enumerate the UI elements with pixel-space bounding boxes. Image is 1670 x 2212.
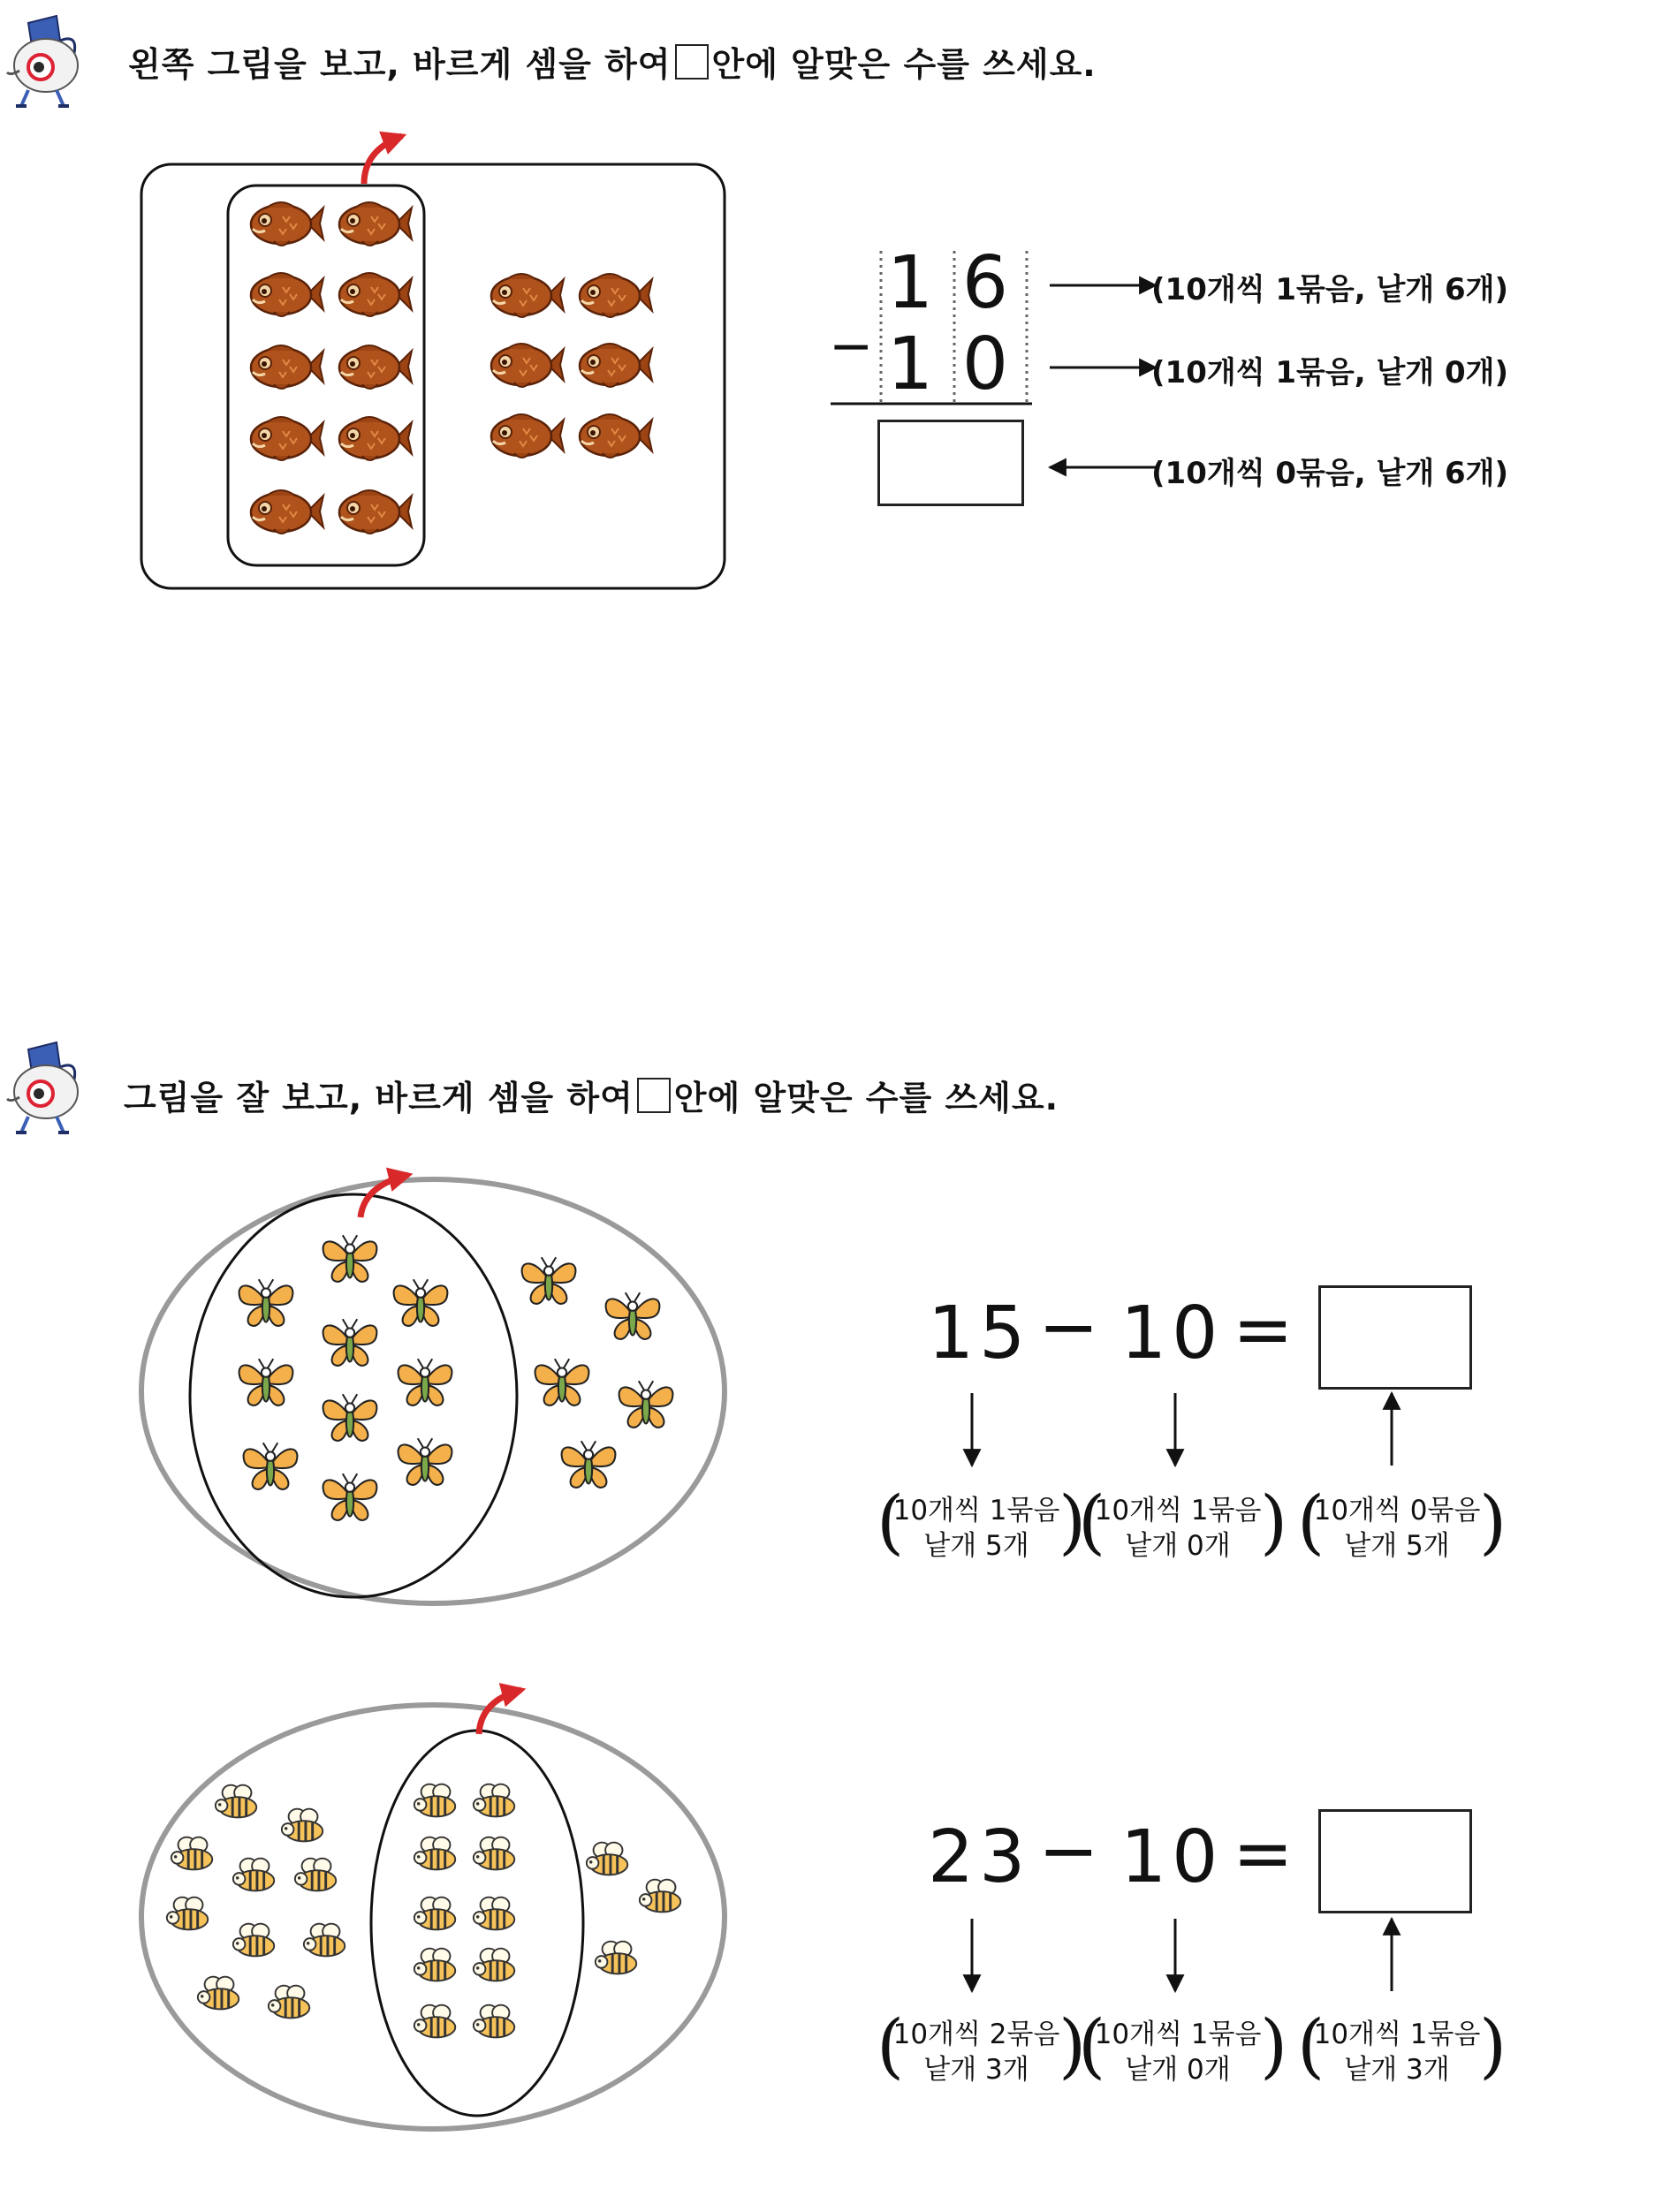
- bee-icon: [474, 1784, 514, 1817]
- fish-icon: [491, 344, 564, 387]
- minuend-ones-digit: 6: [961, 241, 1009, 325]
- subtrahend-tens-digit: 1: [886, 322, 934, 406]
- equation-a-operator: −: [1038, 1285, 1104, 1369]
- butterfly-icon: [562, 1441, 616, 1488]
- fish-icon: [251, 273, 323, 316]
- mascot-icon: [2, 1041, 90, 1138]
- butterfly-icon: [244, 1443, 298, 1489]
- left-paren: (: [877, 2004, 905, 2087]
- right-paren: ): [1479, 1481, 1507, 1563]
- butterfly-icon: [239, 1279, 293, 1326]
- bee-icon: [414, 2005, 455, 2038]
- mascot-icon: [2, 14, 90, 111]
- equation-b-equals: =: [1233, 1812, 1299, 1896]
- caption-line: 10개씩 2묶음: [892, 2019, 1060, 2050]
- caption-b-answer: [1313, 2017, 1481, 2087]
- equation-b-minuend: 23: [928, 1815, 1031, 1899]
- bee-picture-frame: [133, 1683, 733, 2142]
- bee-icon: [414, 1949, 455, 1981]
- fish-icon: [339, 490, 412, 534]
- problem1-instruction: [128, 37, 1097, 86]
- instruction-text-before: 그림을 잘 보고, 바르게 셈을 하여: [124, 1079, 634, 1117]
- bee-icon: [640, 1880, 680, 1913]
- note-arrows: [1043, 265, 1166, 495]
- caption-line: 낱개 3개: [1344, 2054, 1450, 2086]
- note-minuend: (10개씩 1묶음, 낱개 6개): [1151, 272, 1509, 307]
- caption-b-subtrahend: [1094, 2017, 1262, 2087]
- bee-icon: [282, 1809, 323, 1842]
- answer-box-icon: [675, 44, 709, 80]
- bee-icon: [171, 1837, 212, 1870]
- bee-icon: [167, 1898, 208, 1930]
- caption-line: 낱개 0개: [1125, 1530, 1231, 1562]
- fish-icon: [251, 490, 323, 534]
- fish-icon: [491, 414, 564, 458]
- caption-line: 10개씩 0묶음: [1313, 1495, 1481, 1526]
- bee-icon: [474, 1837, 514, 1870]
- left-paren: (: [1297, 2004, 1325, 2087]
- bee-icon: [596, 1942, 636, 1974]
- instruction-text-after: 안에 알맞은 수를 쓰세요.: [711, 45, 1097, 84]
- fish-ungrouped: [491, 274, 652, 458]
- equation-a-equals: =: [1233, 1288, 1299, 1372]
- left-paren: (: [1078, 1481, 1106, 1563]
- equation-b-operator: −: [1038, 1809, 1104, 1893]
- equation-a-minuend: 15: [928, 1292, 1031, 1375]
- fish-icon: [339, 417, 412, 460]
- fish-icon: [339, 345, 412, 389]
- butterfly-icon: [323, 1394, 377, 1441]
- caption-line: 10개씩 1묶음: [892, 1495, 1060, 1526]
- butterfly-icon: [535, 1359, 589, 1405]
- caption-line: 낱개 5개: [1344, 1530, 1450, 1562]
- caption-b-minuend: [892, 2017, 1060, 2087]
- right-paren: ): [1260, 1481, 1288, 1563]
- note-subtrahend: (10개씩 1묶음, 낱개 0개): [1151, 355, 1509, 390]
- fish-icon: [580, 414, 652, 458]
- take-away-arrow-icon: [364, 136, 402, 184]
- minuend-tens-digit: 1: [886, 241, 934, 325]
- caption-line: 낱개 5개: [923, 1530, 1029, 1562]
- fish-icon: [580, 274, 652, 317]
- fish-icon: [339, 202, 412, 246]
- butterflies-ungrouped: [522, 1257, 673, 1488]
- bee-icon: [269, 1986, 309, 2019]
- subtrahend-ones-digit: 0: [961, 322, 1009, 406]
- bee-icon: [198, 1977, 239, 2010]
- butterfly-icon: [239, 1359, 293, 1405]
- answer-box-icon: [637, 1078, 671, 1113]
- left-paren: (: [877, 1481, 905, 1563]
- problem1-answer-box[interactable]: [877, 420, 1024, 506]
- butterfly-icon: [606, 1292, 660, 1339]
- butterfly-picture-frame: [133, 1157, 733, 1617]
- equation-a-subtrahend: 10: [1120, 1292, 1224, 1375]
- fish-picture-frame: [133, 124, 742, 596]
- butterflies-grouped-ten: [239, 1235, 452, 1520]
- caption-line: 낱개 3개: [923, 2054, 1029, 2086]
- part-b-answer-box[interactable]: [1318, 1809, 1472, 1913]
- caption-line: 10개씩 1묶음: [1094, 1495, 1262, 1526]
- caption-a-answer: [1313, 1493, 1481, 1564]
- bee-icon: [216, 1785, 256, 1818]
- bee-icon: [414, 1784, 455, 1817]
- bee-icon: [233, 1859, 274, 1891]
- right-paren: ): [1260, 2004, 1288, 2087]
- butterfly-icon: [323, 1319, 377, 1366]
- minus-sign: −: [829, 315, 874, 377]
- bees-grouped-ten: [414, 1784, 514, 2038]
- butterfly-icon: [399, 1438, 452, 1485]
- part-b-pointer-arrows: [954, 1917, 1431, 1996]
- butterfly-icon: [522, 1257, 576, 1304]
- fish-grouped-ten: [251, 202, 412, 534]
- bee-icon: [414, 1837, 455, 1870]
- bee-icon: [295, 1859, 336, 1891]
- fish-icon: [491, 274, 564, 317]
- butterfly-icon: [399, 1359, 452, 1405]
- right-paren: ): [1059, 1481, 1087, 1563]
- butterfly-icon: [619, 1381, 673, 1428]
- right-paren: ): [1059, 2004, 1087, 2087]
- fish-icon: [251, 345, 323, 389]
- caption-line: 10개씩 1묶음: [1313, 2019, 1481, 2050]
- part-a-answer-box[interactable]: [1318, 1285, 1472, 1390]
- bee-icon: [304, 1924, 345, 1957]
- instruction-text-after: 안에 알맞은 수를 쓰세요.: [673, 1079, 1059, 1117]
- fish-icon: [339, 273, 412, 316]
- caption-line: 낱개 0개: [1125, 2054, 1231, 2086]
- bee-icon: [474, 1898, 514, 1930]
- butterfly-icon: [323, 1473, 377, 1520]
- bee-icon: [414, 1898, 455, 1930]
- caption-a-minuend: [892, 1493, 1060, 1564]
- caption-a-subtrahend: [1094, 1493, 1262, 1564]
- bee-icon: [587, 1843, 627, 1875]
- fish-icon: [251, 417, 323, 460]
- equation-b-subtrahend: 10: [1120, 1815, 1224, 1899]
- caption-line: 10개씩 1묶음: [1094, 2019, 1262, 2050]
- left-paren: (: [1078, 2004, 1106, 2087]
- problem2-instruction: [124, 1071, 1059, 1119]
- bee-icon: [474, 1949, 514, 1981]
- left-paren: (: [1297, 1481, 1325, 1563]
- bee-icon: [233, 1924, 274, 1957]
- butterfly-icon: [394, 1279, 448, 1326]
- bee-icon: [474, 2005, 514, 2038]
- instruction-text-before: 왼쪽 그림을 보고, 바르게 셈을 하여: [128, 45, 672, 84]
- fish-icon: [580, 344, 652, 387]
- note-answer: (10개씩 0묶음, 낱개 6개): [1151, 456, 1509, 491]
- butterfly-icon: [323, 1235, 377, 1282]
- fish-icon: [251, 202, 323, 246]
- part-a-pointer-arrows: [954, 1391, 1431, 1471]
- right-paren: ): [1479, 2004, 1507, 2087]
